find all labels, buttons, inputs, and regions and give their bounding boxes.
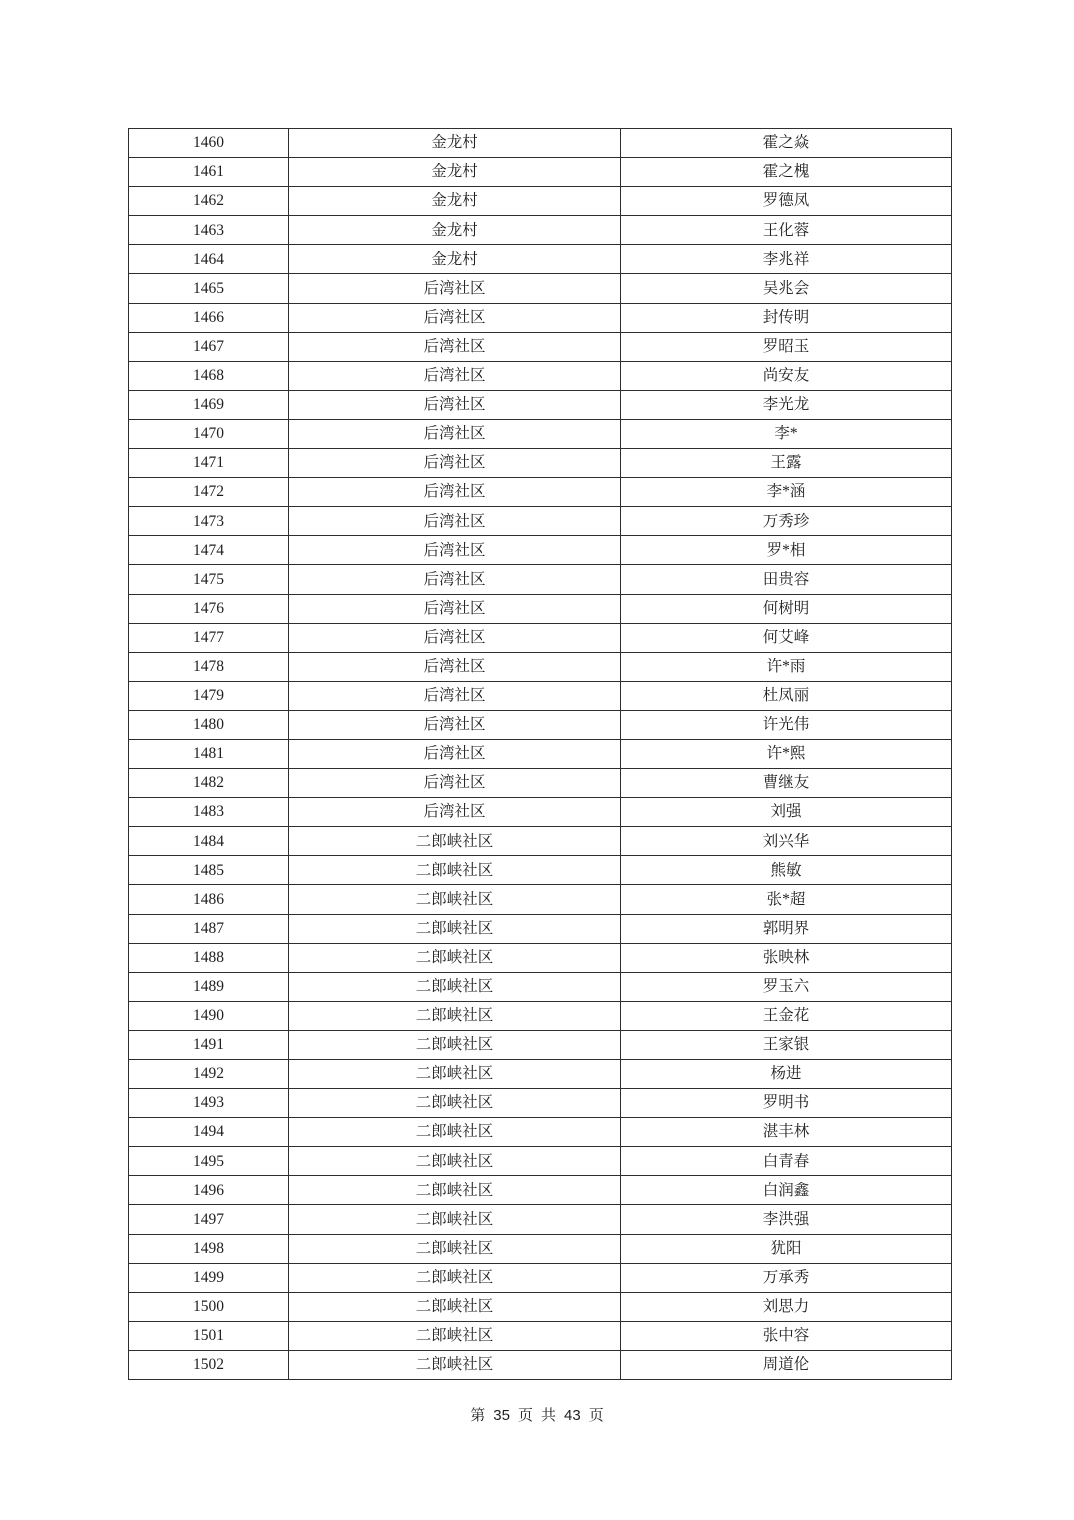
cell-village: 后湾社区 [289,594,621,623]
footer-label-gong: 共 [541,1408,557,1424]
cell-village: 二郎峡社区 [289,1118,621,1147]
cell-village: 后湾社区 [289,478,621,507]
cell-village: 二郎峡社区 [289,1060,621,1089]
footer-label-di: 第 [470,1408,486,1424]
cell-person-name: 湛丰林 [621,1118,952,1147]
cell-serial-number: 1468 [129,361,289,390]
cell-person-name: 李洪强 [621,1205,952,1234]
table-row [129,1060,952,1089]
table-row [129,1118,952,1147]
cell-person-name: 封传明 [621,303,952,332]
table-row [129,623,952,652]
table-row [129,507,952,536]
cell-serial-number: 1486 [129,885,289,914]
cell-person-name: 张映林 [621,943,952,972]
cell-village: 二郎峡社区 [289,1263,621,1292]
cell-village: 二郎峡社区 [289,1234,621,1263]
cell-serial-number: 1496 [129,1176,289,1205]
cell-person-name: 霍之焱 [621,129,952,158]
cell-serial-number: 1498 [129,1234,289,1263]
cell-village: 后湾社区 [289,507,621,536]
cell-person-name: 杨进 [621,1060,952,1089]
cell-person-name: 何艾峰 [621,623,952,652]
cell-serial-number: 1464 [129,245,289,274]
cell-serial-number: 1489 [129,972,289,1001]
footer-page-number: 35 [493,1407,510,1424]
cell-village: 后湾社区 [289,798,621,827]
cell-village: 金龙村 [289,216,621,245]
table-row [129,419,952,448]
cell-person-name: 周道伦 [621,1350,952,1379]
cell-person-name: 王家银 [621,1030,952,1059]
cell-serial-number: 1478 [129,652,289,681]
table-row [129,1147,952,1176]
cell-serial-number: 1471 [129,449,289,478]
table-row [129,245,952,274]
cell-person-name: 刘思力 [621,1292,952,1321]
cell-serial-number: 1500 [129,1292,289,1321]
cell-village: 后湾社区 [289,390,621,419]
table-row [129,885,952,914]
table-row [129,129,952,158]
table-row [129,914,952,943]
cell-person-name: 李*涵 [621,478,952,507]
cell-serial-number: 1467 [129,332,289,361]
cell-serial-number: 1480 [129,710,289,739]
cell-serial-number: 1501 [129,1321,289,1350]
cell-village: 二郎峡社区 [289,914,621,943]
table-row [129,1089,952,1118]
cell-village: 二郎峡社区 [289,972,621,1001]
cell-serial-number: 1470 [129,419,289,448]
table-row [129,158,952,187]
cell-person-name: 罗*相 [621,536,952,565]
table-row [129,216,952,245]
cell-person-name: 王化蓉 [621,216,952,245]
cell-village: 后湾社区 [289,361,621,390]
cell-village: 后湾社区 [289,769,621,798]
table-row [129,187,952,216]
table-row [129,798,952,827]
table-row [129,1030,952,1059]
cell-village: 后湾社区 [289,449,621,478]
cell-serial-number: 1488 [129,943,289,972]
cell-village: 后湾社区 [289,739,621,768]
table-row [129,536,952,565]
cell-person-name: 王露 [621,449,952,478]
cell-village: 二郎峡社区 [289,1147,621,1176]
cell-village: 二郎峡社区 [289,885,621,914]
cell-serial-number: 1476 [129,594,289,623]
table-row [129,856,952,885]
cell-serial-number: 1485 [129,856,289,885]
cell-person-name: 霍之槐 [621,158,952,187]
footer-label-ye2: 页 [588,1408,604,1424]
cell-person-name: 罗明书 [621,1089,952,1118]
table-row [129,478,952,507]
table-row [129,1205,952,1234]
table-row [129,943,952,972]
cell-village: 二郎峡社区 [289,1321,621,1350]
cell-person-name: 罗昭玉 [621,332,952,361]
cell-person-name: 万承秀 [621,1263,952,1292]
cell-serial-number: 1499 [129,1263,289,1292]
cell-serial-number: 1490 [129,1001,289,1030]
cell-person-name: 白润鑫 [621,1176,952,1205]
cell-serial-number: 1484 [129,827,289,856]
cell-person-name: 李光龙 [621,390,952,419]
cell-person-name: 白青春 [621,1147,952,1176]
cell-village: 二郎峡社区 [289,1350,621,1379]
cell-person-name: 李* [621,419,952,448]
cell-village: 二郎峡社区 [289,1001,621,1030]
cell-person-name: 犹阳 [621,1234,952,1263]
cell-village: 后湾社区 [289,303,621,332]
cell-village: 金龙村 [289,245,621,274]
roster-table-body [129,129,952,1380]
cell-serial-number: 1472 [129,478,289,507]
cell-person-name: 许*熙 [621,739,952,768]
table-row [129,449,952,478]
cell-person-name: 万秀珍 [621,507,952,536]
cell-person-name: 罗德凤 [621,187,952,216]
cell-village: 二郎峡社区 [289,1030,621,1059]
cell-person-name: 田贵容 [621,565,952,594]
table-row [129,332,952,361]
cell-person-name: 张中容 [621,1321,952,1350]
cell-serial-number: 1460 [129,129,289,158]
cell-serial-number: 1502 [129,1350,289,1379]
cell-person-name: 李兆祥 [621,245,952,274]
cell-village: 后湾社区 [289,536,621,565]
cell-village: 后湾社区 [289,623,621,652]
table-row [129,1263,952,1292]
cell-serial-number: 1461 [129,158,289,187]
cell-serial-number: 1492 [129,1060,289,1089]
table-row [129,710,952,739]
table-row [129,1350,952,1379]
table-row [129,769,952,798]
table-row [129,1292,952,1321]
cell-village: 二郎峡社区 [289,943,621,972]
table-row [129,361,952,390]
cell-village: 二郎峡社区 [289,1089,621,1118]
cell-village: 二郎峡社区 [289,1176,621,1205]
table-row [129,652,952,681]
table-row [129,274,952,303]
cell-village: 二郎峡社区 [289,827,621,856]
cell-serial-number: 1497 [129,1205,289,1234]
table-row [129,681,952,710]
cell-village: 金龙村 [289,158,621,187]
cell-person-name: 刘兴华 [621,827,952,856]
cell-person-name: 罗玉六 [621,972,952,1001]
cell-village: 后湾社区 [289,681,621,710]
cell-serial-number: 1462 [129,187,289,216]
cell-serial-number: 1487 [129,914,289,943]
cell-serial-number: 1495 [129,1147,289,1176]
footer-label-ye1: 页 [517,1408,533,1424]
cell-person-name: 王金花 [621,1001,952,1030]
cell-person-name: 郭明界 [621,914,952,943]
table-row [129,594,952,623]
cell-village: 金龙村 [289,129,621,158]
footer-total-pages: 43 [564,1407,581,1424]
table-row [129,739,952,768]
cell-serial-number: 1481 [129,739,289,768]
cell-person-name: 杜凤丽 [621,681,952,710]
cell-person-name: 吴兆会 [621,274,952,303]
cell-village: 后湾社区 [289,710,621,739]
table-row [129,827,952,856]
table-row [129,1321,952,1350]
cell-person-name: 曹继友 [621,769,952,798]
cell-person-name: 尚安友 [621,361,952,390]
table-row [129,972,952,1001]
cell-person-name: 许*雨 [621,652,952,681]
cell-person-name: 何树明 [621,594,952,623]
cell-serial-number: 1475 [129,565,289,594]
cell-village: 金龙村 [289,187,621,216]
cell-serial-number: 1493 [129,1089,289,1118]
cell-serial-number: 1474 [129,536,289,565]
page-footer [0,1404,1074,1425]
cell-serial-number: 1494 [129,1118,289,1147]
cell-village: 二郎峡社区 [289,1292,621,1321]
cell-village: 后湾社区 [289,652,621,681]
table-row [129,390,952,419]
table-row [129,303,952,332]
table-row [129,1234,952,1263]
cell-serial-number: 1465 [129,274,289,303]
cell-serial-number: 1477 [129,623,289,652]
cell-serial-number: 1491 [129,1030,289,1059]
cell-village: 后湾社区 [289,565,621,594]
cell-serial-number: 1483 [129,798,289,827]
cell-village: 二郎峡社区 [289,1205,621,1234]
cell-village: 后湾社区 [289,274,621,303]
table-row [129,1001,952,1030]
cell-serial-number: 1466 [129,303,289,332]
cell-village: 后湾社区 [289,332,621,361]
roster-table [128,128,952,1380]
cell-serial-number: 1479 [129,681,289,710]
cell-person-name: 许光伟 [621,710,952,739]
cell-serial-number: 1469 [129,390,289,419]
cell-serial-number: 1463 [129,216,289,245]
cell-serial-number: 1482 [129,769,289,798]
cell-person-name: 张*超 [621,885,952,914]
table-row [129,1176,952,1205]
cell-village: 二郎峡社区 [289,856,621,885]
cell-village: 后湾社区 [289,419,621,448]
table-row [129,565,952,594]
cell-person-name: 熊敏 [621,856,952,885]
cell-serial-number: 1473 [129,507,289,536]
cell-person-name: 刘强 [621,798,952,827]
